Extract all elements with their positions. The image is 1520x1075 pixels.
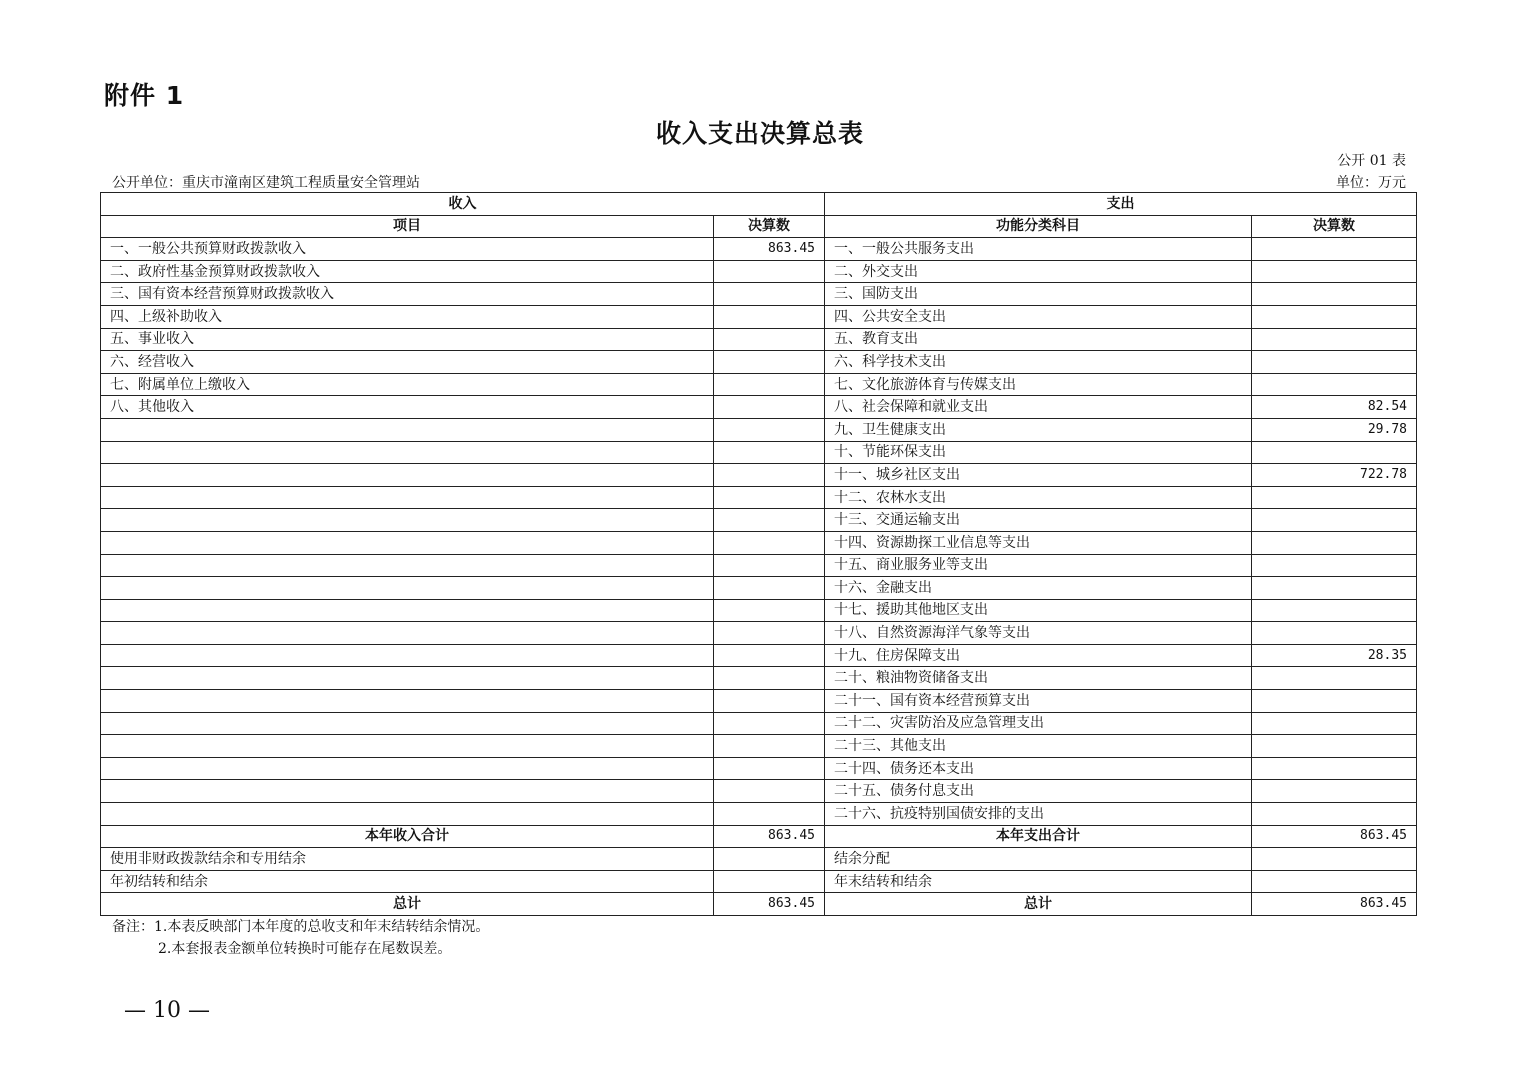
- table-row: [101, 780, 1417, 803]
- expense-amount: 722.78: [1252, 464, 1417, 487]
- currency-unit: 单位：万元: [1336, 175, 1406, 191]
- income-amount: [714, 667, 825, 690]
- income-amount: [714, 418, 825, 441]
- expense-amount: [1252, 757, 1417, 780]
- income-total-amount: 863.45: [714, 893, 825, 916]
- expense-item: 二十一、国有资本经营预算支出: [825, 690, 1252, 713]
- table-body: [101, 193, 1417, 916]
- expense-item: 九、卫生健康支出: [825, 418, 1252, 441]
- expense-amount: [1252, 735, 1417, 758]
- expense-item: 二十六、抗疫特别国债安排的支出: [825, 803, 1252, 826]
- income-amount: [714, 531, 825, 554]
- expense-amount: [1252, 599, 1417, 622]
- income-item: [101, 464, 714, 487]
- income-item: [101, 780, 714, 803]
- table-row: [101, 373, 1417, 396]
- expense-item: 八、社会保障和就业支出: [825, 396, 1252, 419]
- expense-item: 十二、农林水支出: [825, 486, 1252, 509]
- income-item: 八、其他收入: [101, 396, 714, 419]
- table-row: [101, 283, 1417, 306]
- expense-section-header: 支出: [825, 193, 1417, 216]
- income-item: 七、附属单位上缴收入: [101, 373, 714, 396]
- expense-amount: [1252, 373, 1417, 396]
- table-row: [101, 396, 1417, 419]
- expense-amount: [1252, 803, 1417, 826]
- income-amount: [714, 441, 825, 464]
- item-column-header: 项目: [101, 215, 714, 238]
- expense-total-amount: 863.45: [1252, 825, 1417, 848]
- expense-item: 二十四、债务还本支出: [825, 757, 1252, 780]
- income-amount: [714, 464, 825, 487]
- expense-item: 年末结转和结余: [825, 870, 1252, 893]
- income-amount: [714, 396, 825, 419]
- income-item: [101, 441, 714, 464]
- expense-item: 二、外交支出: [825, 260, 1252, 283]
- table-row: [101, 599, 1417, 622]
- table-row: [101, 644, 1417, 667]
- expense-amount: [1252, 780, 1417, 803]
- income-item: [101, 757, 714, 780]
- expense-item: 十、节能环保支出: [825, 441, 1252, 464]
- income-item: [101, 712, 714, 735]
- expense-item: 二十五、债务付息支出: [825, 780, 1252, 803]
- table-row: [101, 735, 1417, 758]
- expense-item: 四、公共安全支出: [825, 305, 1252, 328]
- income-amount: [714, 283, 825, 306]
- expense-item: 三、国防支出: [825, 283, 1252, 306]
- income-amount-header: 决算数: [714, 215, 825, 238]
- expense-amount: [1252, 260, 1417, 283]
- page-title: 收入支出决算总表: [655, 119, 864, 148]
- expense-amount: [1252, 305, 1417, 328]
- note-1: 备注：1.本表反映部门本年度的总收支和年末结转结余情况。: [112, 919, 490, 935]
- income-amount: [714, 373, 825, 396]
- table-row: [101, 486, 1417, 509]
- income-item: [101, 418, 714, 441]
- expense-item: 十六、金融支出: [825, 577, 1252, 600]
- income-amount: [714, 803, 825, 826]
- expense-item: 结余分配: [825, 848, 1252, 871]
- income-amount: [714, 328, 825, 351]
- income-item: [101, 554, 714, 577]
- income-amount: [714, 509, 825, 532]
- income-amount: [714, 577, 825, 600]
- income-item: [101, 690, 714, 713]
- expense-item: 二十、粮油物资储备支出: [825, 667, 1252, 690]
- expense-amount: [1252, 486, 1417, 509]
- table-row: [101, 690, 1417, 713]
- income-item: 二、政府性基金预算财政拨款收入: [101, 260, 714, 283]
- table-row: [101, 712, 1417, 735]
- expense-item: 二十二、灾害防治及应急管理支出: [825, 712, 1252, 735]
- budget-summary-table: [100, 192, 1417, 916]
- income-item: 一、一般公共预算财政拨款收入: [101, 238, 714, 261]
- income-amount: [714, 712, 825, 735]
- expense-amount: 28.35: [1252, 644, 1417, 667]
- income-amount: 863.45: [714, 238, 825, 261]
- income-item: 五、事业收入: [101, 328, 714, 351]
- table-row: [101, 260, 1417, 283]
- table-row: [101, 441, 1417, 464]
- income-item: 三、国有资本经营预算财政拨款收入: [101, 283, 714, 306]
- income-item: [101, 599, 714, 622]
- income-amount: [714, 554, 825, 577]
- income-amount: [714, 690, 825, 713]
- table-row: [101, 667, 1417, 690]
- income-amount: [714, 644, 825, 667]
- table-row: [101, 757, 1417, 780]
- expense-amount: 29.78: [1252, 418, 1417, 441]
- expense-item: 十五、商业服务业等支出: [825, 554, 1252, 577]
- page-number: — 10 —: [124, 998, 210, 1023]
- note-2: 2.本套报表金额单位转换时可能存在尾数误差。: [158, 941, 452, 957]
- expense-amount: [1252, 690, 1417, 713]
- expense-amount: [1252, 509, 1417, 532]
- expense-amount: [1252, 531, 1417, 554]
- table-row: [101, 554, 1417, 577]
- income-item: [101, 803, 714, 826]
- expense-item: 二十三、其他支出: [825, 735, 1252, 758]
- expense-item: 十四、资源勘探工业信息等支出: [825, 531, 1252, 554]
- expense-item: 六、科学技术支出: [825, 351, 1252, 374]
- expense-amount: [1252, 441, 1417, 464]
- function-item-column-header: 功能分类科目: [825, 215, 1252, 238]
- income-amount: [714, 870, 825, 893]
- expense-amount: [1252, 667, 1417, 690]
- income-item: [101, 509, 714, 532]
- table-row: [101, 848, 1417, 871]
- income-amount: [714, 305, 825, 328]
- income-amount: [714, 351, 825, 374]
- income-total-amount: 863.45: [714, 825, 825, 848]
- expense-amount: [1252, 870, 1417, 893]
- table-row: [101, 577, 1417, 600]
- income-amount: [714, 486, 825, 509]
- income-total-label: 本年收入合计: [101, 825, 714, 848]
- table-row: [101, 418, 1417, 441]
- expense-item: 十九、住房保障支出: [825, 644, 1252, 667]
- table-row: [101, 803, 1417, 826]
- notes: [112, 916, 489, 960]
- income-item: [101, 735, 714, 758]
- expense-amount: [1252, 622, 1417, 645]
- attachment-label: 附件 1: [104, 81, 185, 110]
- table-row: [101, 622, 1417, 645]
- grand-total-row: [101, 893, 1417, 916]
- income-amount: [714, 780, 825, 803]
- expense-amount: [1252, 554, 1417, 577]
- income-amount: [714, 757, 825, 780]
- table-row: [101, 531, 1417, 554]
- income-item: 六、经营收入: [101, 351, 714, 374]
- expense-amount: [1252, 351, 1417, 374]
- expense-total-label: 本年支出合计: [825, 825, 1252, 848]
- income-item: [101, 667, 714, 690]
- expense-amount: [1252, 577, 1417, 600]
- expense-amount: [1252, 328, 1417, 351]
- income-amount: [714, 599, 825, 622]
- expense-amount: [1252, 712, 1417, 735]
- income-item: [101, 622, 714, 645]
- expense-item: 十七、援助其他地区支出: [825, 599, 1252, 622]
- income-item: 使用非财政拨款结余和专用结余: [101, 848, 714, 871]
- expense-amount: [1252, 848, 1417, 871]
- expense-total-label: 总计: [825, 893, 1252, 916]
- table-row: [101, 509, 1417, 532]
- table-row: [101, 238, 1417, 261]
- column-header-row: [101, 215, 1417, 238]
- expense-item: 一、一般公共服务支出: [825, 238, 1252, 261]
- income-item: [101, 644, 714, 667]
- expense-item: 十八、自然资源海洋气象等支出: [825, 622, 1252, 645]
- income-total-label: 总计: [101, 893, 714, 916]
- income-item: [101, 531, 714, 554]
- form-number: 公开 01 表: [1337, 153, 1406, 169]
- table-row: [101, 328, 1417, 351]
- income-item: [101, 577, 714, 600]
- table-row: [101, 870, 1417, 893]
- income-item: [101, 486, 714, 509]
- subtotal-row: [101, 825, 1417, 848]
- income-amount: [714, 848, 825, 871]
- expense-amount: 82.54: [1252, 396, 1417, 419]
- expense-amount: [1252, 283, 1417, 306]
- expense-item: 十一、城乡社区支出: [825, 464, 1252, 487]
- expense-amount-header: 决算数: [1252, 215, 1417, 238]
- income-amount: [714, 735, 825, 758]
- expense-total-amount: 863.45: [1252, 893, 1417, 916]
- income-section-header: 收入: [101, 193, 825, 216]
- income-amount: [714, 260, 825, 283]
- table-row: [101, 351, 1417, 374]
- income-amount: [714, 622, 825, 645]
- expense-item: 七、文化旅游体育与传媒支出: [825, 373, 1252, 396]
- expense-item: 十三、交通运输支出: [825, 509, 1252, 532]
- income-item: 年初结转和结余: [101, 870, 714, 893]
- income-item: 四、上级补助收入: [101, 305, 714, 328]
- reporting-unit: 公开单位：重庆市潼南区建筑工程质量安全管理站: [112, 175, 420, 191]
- table-row: [101, 464, 1417, 487]
- expense-item: 五、教育支出: [825, 328, 1252, 351]
- expense-amount: [1252, 238, 1417, 261]
- table-row: [101, 305, 1417, 328]
- section-header-row: [101, 193, 1417, 216]
